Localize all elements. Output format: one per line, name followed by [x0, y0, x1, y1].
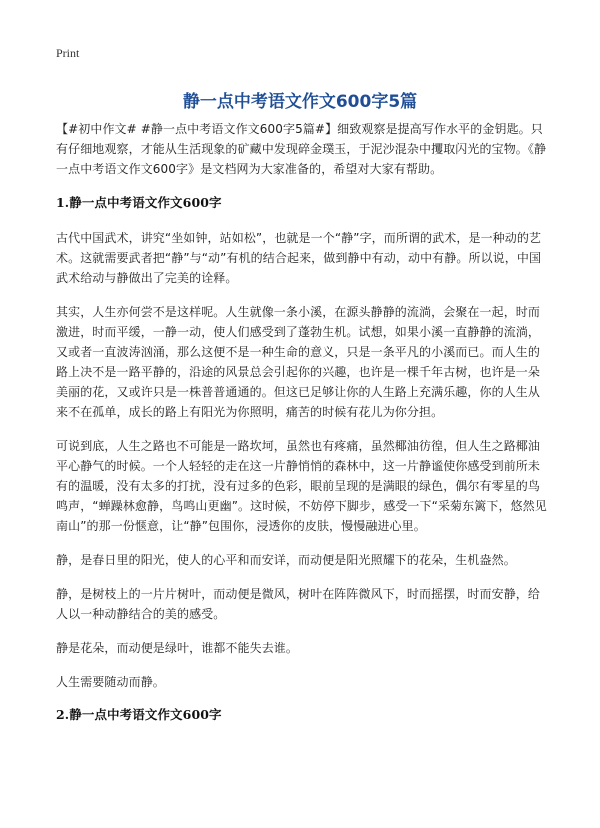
body-paragraph-2: 其实，人生亦何尝不是这样呢。人生就像一条小溪，在源头静静的流淌，会聚在一起，时而激进，时而平缓，一静一动，使人们感受到了蓬勃生机。试想，如果小溪一直静静的流淌，又或者一直波涛汹涌，那么这便不是一种生命的意义，只是一条平凡的小溪而已。而人生的路上决不是一路平静的，沿途的风景总会引起你的兴趣，也许是一棵千年古树，也许是一朵美丽的花，又或许只是一株普普通通的。但这已足够让你的人生路上充满乐趣，你的人生从来不在孤单，成长的路上有阳光为你照明，痛苦的时候有花儿为你分担。 [56, 305, 541, 419]
body-paragraph-7: 人生需要随动而静。 [56, 675, 165, 689]
document-body [56, 119, 548, 740]
document-title: 静一点中考语文作文600字5篇 [182, 92, 418, 113]
body-paragraph-6: 静是花朵，而动便是绿叶，谁都不能失去谁。 [56, 641, 299, 655]
section-heading-2: 2.静一点中考语文作文600字 [56, 707, 222, 722]
body-paragraph-4: 静，是春日里的阳光，使人的心平和而安详，而动便是阳光照耀下的花朵，生机盎然。 [56, 553, 516, 567]
print-label: Print [56, 46, 80, 60]
body-paragraph-5: 静，是树枝上的一片片树叶，而动便是微风，树叶在阵阵微风下，时而摇摆，时而安静，给人以一种动静结合的美的感受。 [56, 587, 541, 621]
intro-paragraph: 【#初中作文# #静一点中考语文作文600字5篇#】细致观察是提高写作水平的金钥匙。只有仔细地观察，才能从生活现象的矿藏中发现碎金璞玉，于泥沙混杂中攫取闪光的宝物。《静一点中考语文作文600字》是文档网为大家准备的，希望对大家有帮助。 [56, 122, 547, 176]
body-paragraph-1: 古代中国武术，讲究“坐如钟，站如松”，也就是一个“静”字，而所谓的武术，是一种动的艺术。这就需要武者把“静”与“动”有机的结合起来，做到静中有动，动中有静。所以说，中国武术给动与静做出了完美的诠释。 [56, 231, 542, 285]
body-paragraph-3: 可说到底，人生之路也不可能是一路坎坷，虽然也有疼痛，虽然椰油彷徨，但人生之路椰油平心静气的时候。一个人轻轻的走在这一片静悄悄的森林中，这一片静谧使你感受到前所未有的温暖，没有太多的打扰，没有过多的色彩，眼前呈现的是满眼的绿色，偶尔有零星的鸟鸣声，“蝉躁林愈静，鸟鸣山更幽”。这时候，不妨停下脚步，感受一下“采菊东篱下，悠然见南山”的那一份惬意，让“静”包围你，浸透你的皮肤，慢慢融进心里。 [56, 439, 547, 533]
section-heading-1: 1.静一点中考语文作文600字 [56, 195, 222, 210]
